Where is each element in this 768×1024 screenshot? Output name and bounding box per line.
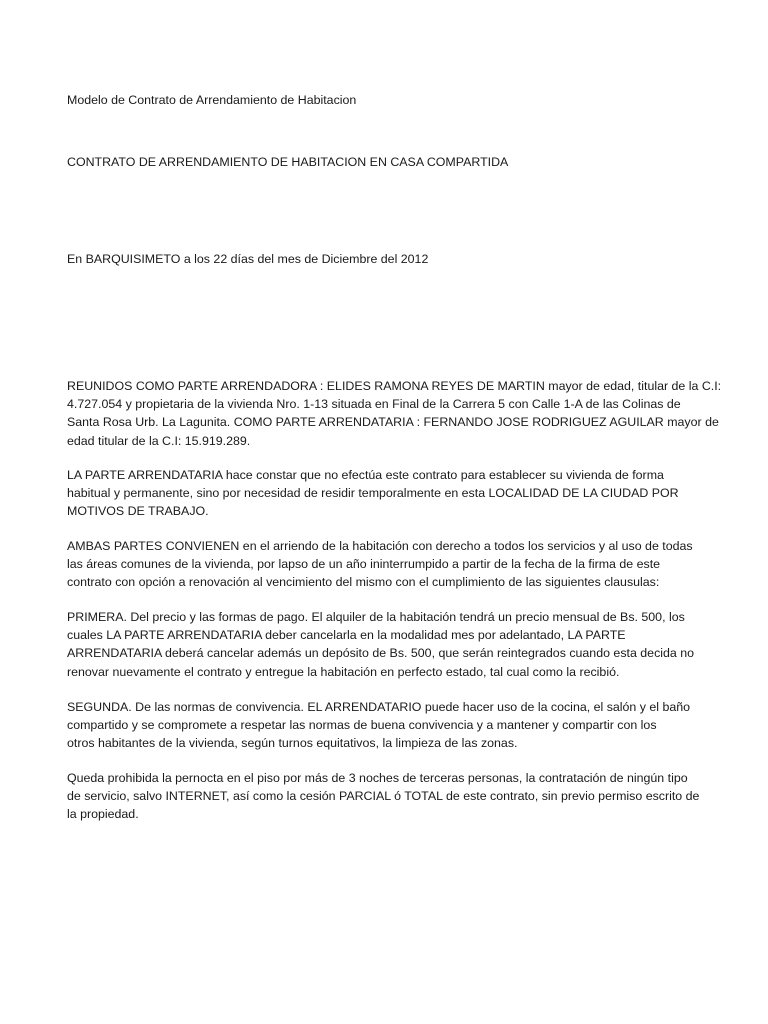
- paragraph-line: habitual y permanente, sino por necesidad de residir temporalmente en esta LOCALIDAD DE LA CIUDAD POR: [67, 486, 679, 501]
- paragraph-line: otros habitantes de la vivienda, según turnos equitativos, la limpieza de las zonas.: [67, 736, 518, 751]
- paragraph-prohibitions: [67, 769, 701, 824]
- contract-heading: CONTRATO DE ARRENDAMIENTO DE HABITACION EN CASA COMPARTIDA: [67, 155, 509, 169]
- paragraph-purpose: [67, 466, 701, 521]
- paragraph-line: Santa Rosa Urb. La Lagunita. COMO PARTE ARRENDATARIA : FERNANDO JOSE RODRIGUEZ AGUILAR mayor de: [67, 415, 719, 430]
- paragraph-clause-primera: [67, 608, 701, 681]
- paragraph-line: cuales LA PARTE ARRENDATARIA deber cancelarla en la modalidad mes por adelantado, LA PARTE: [67, 628, 626, 643]
- paragraph-line: 4.727.054 y propietaria de la vivienda Nro. 1-13 situada en Final de la Carrera 5 con Calle 1-A de las Colinas de: [67, 397, 681, 412]
- paragraph-line: Queda prohibida la pernocta en el piso por más de 3 noches de terceras personas, la contratación de ningún tipo: [67, 771, 688, 785]
- paragraph-line: compartido y se compromete a respetar las normas de buena convivencia y a mantener y compartir con los: [67, 718, 657, 733]
- paragraph-line: REUNIDOS COMO PARTE ARRENDADORA : ELIDES RAMONA REYES DE MARTIN mayor de edad, titular de la C.I:: [67, 379, 722, 393]
- paragraph-line: la propiedad.: [67, 807, 139, 822]
- paragraph-line: renovar nuevamente el contrato y entregue la habitación en perfecto estado, tal cual como la recibió.: [67, 664, 620, 679]
- paragraph-line: de servicio, salvo INTERNET, así como la cesión PARCIAL ó TOTAL de este contrato, sin previo permiso escrito de: [67, 789, 700, 804]
- paragraph-line: LA PARTE ARRENDATARIA hace constar que no efectúa este contrato para establecer su vivienda de forma: [67, 468, 664, 482]
- paragraph-line: PRIMERA. Del precio y las formas de pago. El alquiler de la habitación tendrá un precio mensual de Bs. 500, los: [67, 610, 685, 624]
- paragraph-parties: [67, 377, 722, 450]
- paragraph-line: ARRENDATARIA deberá cancelar además un depósito de Bs. 500, que serán reintegrados cuando esta decida no: [67, 646, 695, 661]
- place-date-line: En BARQUISIMETO a los 22 días del mes de Diciembre del 2012: [67, 252, 429, 266]
- paragraph-line: edad titular de la C.I: 15.919.289.: [67, 433, 251, 448]
- paragraph-line: MOTIVOS DE TRABAJO.: [67, 504, 209, 519]
- paragraph-agreement: [67, 537, 701, 592]
- paragraph-line: las áreas comunes de la vivienda, por lapso de un año ininterrumpido a partir de la fecha de la firma de este: [67, 557, 661, 572]
- paragraph-clause-segunda: [67, 698, 701, 753]
- paragraph-line: AMBAS PARTES CONVIENEN en el arriendo de la habitación con derecho a todos los servicios y al uso de todas: [67, 539, 693, 553]
- paragraph-line: contrato con opción a renovación al vencimiento del mismo con el cumplimiento de las siguientes clausulas:: [67, 575, 660, 590]
- paragraph-line: SEGUNDA. De las normas de convivencia. EL ARRENDATARIO puede hacer uso de la cocina, el salón y el baño: [67, 700, 691, 714]
- document-title: Modelo de Contrato de Arrendamiento de Habitacion: [67, 93, 357, 107]
